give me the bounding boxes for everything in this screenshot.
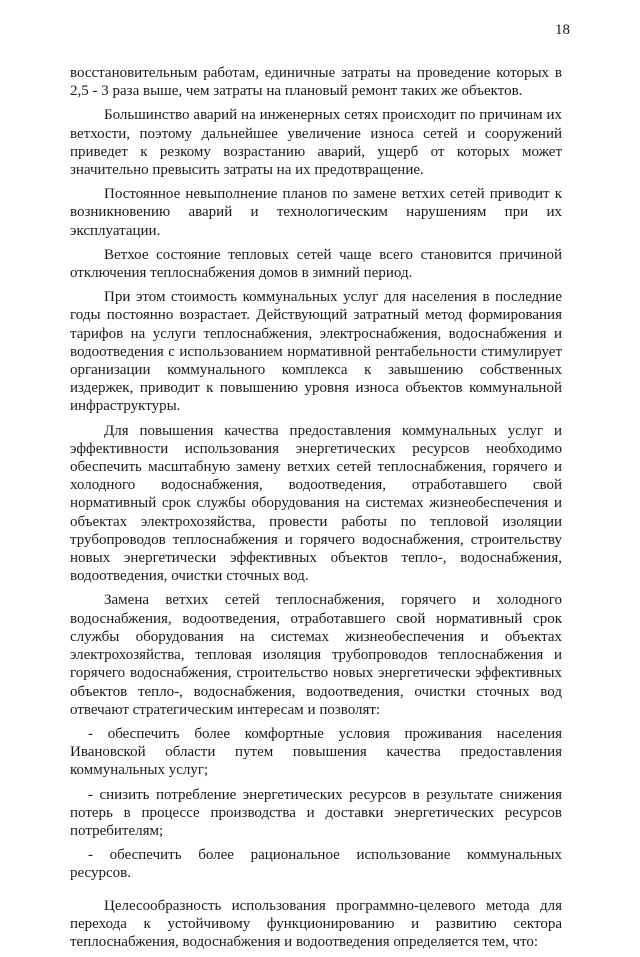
page-number: 18 bbox=[555, 22, 570, 38]
paragraph-2: Большинство аварий на инженерных сетях происходит по причинам их ветхости, поэтому дальнейшее увеличение износа сетей и сооружений приведет к резкому возрастанию аварий, ущерб от которых может значительно превысить затраты на их предотвращение. bbox=[70, 107, 562, 179]
paragraph-1: восстановительным работам, единичные затраты на проведение которых в 2,5 - 3 раза выше, чем затраты на плановый ремонт таких же объектов. bbox=[70, 65, 562, 100]
list-item-3: - обеспечить более рациональное использование коммунальных ресурсов. bbox=[70, 847, 562, 882]
list-item-2: - снизить потребление энергетических ресурсов в результате снижения потерь в процессе производства и доставки энергетических ресурсов потребителям; bbox=[70, 786, 562, 839]
page-content bbox=[70, 64, 562, 957]
paragraph-4: Ветхое состояние тепловых сетей чаще всего становится причиной отключения теплоснабжения домов в зимний период. bbox=[70, 246, 562, 282]
paragraph-7: Замена ветхих сетей теплоснабжения, горячего и холодного водоснабжения, водоотведения, отработавшего свой нормативный срок службы оборудования на системах жизнеобеспечения и объектах электрохозяйства, тепловая изоляция трубопроводов теплоснабжения и горячего водоснабжения, строительство новых энергетически эффективных объектов тепло-, водоснабжения, водоотведения, очистки сточных вод отвечают стратегическим интересам и позволят: bbox=[70, 592, 562, 718]
list-item-1: - обеспечить более комфортные условия проживания населения Ивановской области путем повышения качества предоставления коммунальных услуг; bbox=[70, 725, 562, 779]
paragraph-3: Постоянное невыполнение планов по замене ветхих сетей приводит к возникновению аварий и технологическим нарушениям при их эксплуатации. bbox=[70, 186, 562, 239]
final-paragraph: Целесообразность использования программно-целевого метода для перехода к устойчивому функционированию и развитию сектора теплоснабжения, водоснабжения и водоотведения определяется тем, что: bbox=[70, 897, 562, 950]
paragraph-6: Для повышения качества предоставления коммунальных услуг и эффективности использования энергетических ресурсов необходимо обеспечить масштабную замену ветхих сетей теплоснабжения, горячего и холодного водоснабжения, водоотведения, отработавшего свой нормативный срок службы оборудования на системах жизнеобеспечения и объектах электрохозяйства, провести работы по тепловой изоляции трубопроводов теплоснабжения и горячего водоснабжения, строительству новых энергетически эффективных объектов тепло-, водоснабжения, водоотведения, очистки сточных вод. bbox=[70, 422, 562, 585]
paragraph-5: При этом стоимость коммунальных услуг для населения в последние годы постоянно возрастает. Действующий затратный метод формирования тарифов на услуги теплоснабжения, электроснабжения, водоснабжения и водоотведения с использованием нормативной рентабельности стимулирует организации коммунального комплекса к завышению собственных издержек, приводит к повышению уровня износа объектов коммунальной инфраструктуры. bbox=[70, 289, 562, 415]
